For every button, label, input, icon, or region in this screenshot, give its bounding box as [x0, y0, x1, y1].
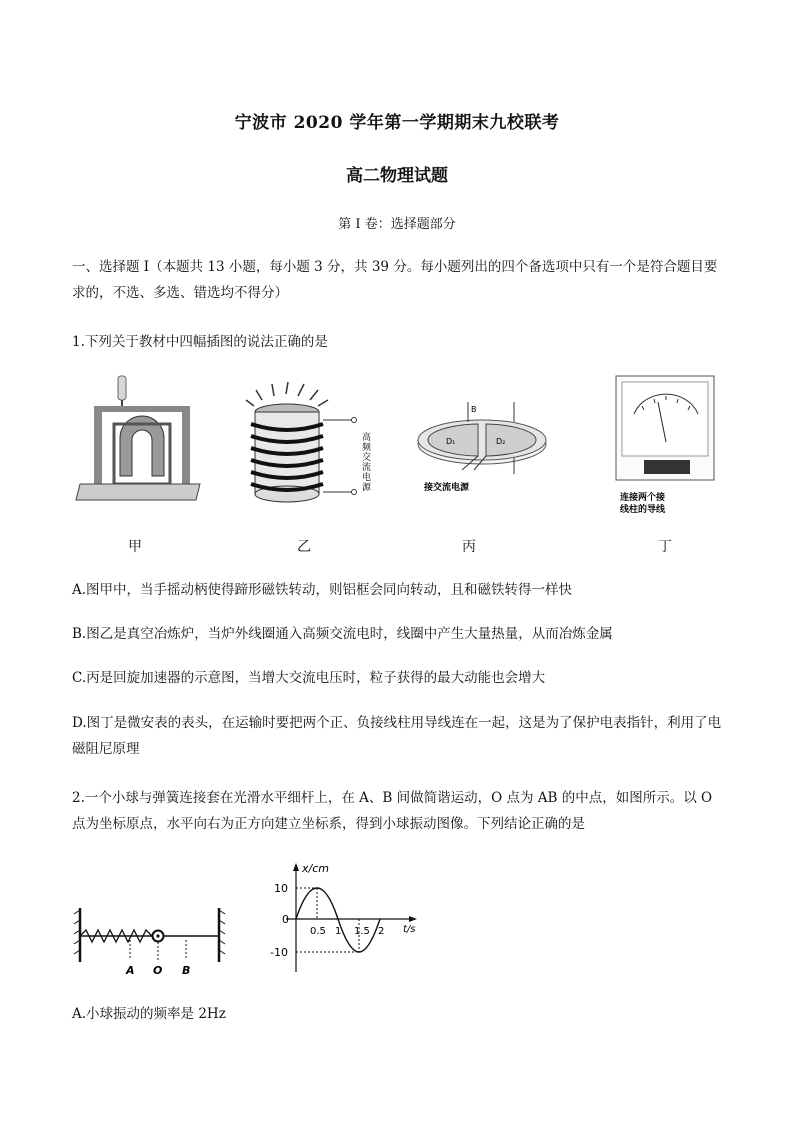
- q1-option-b: B.图乙是真空冶炼炉，当炉外线圈通入高频交流电时，线圈中产生大量热量，从而冶炼金属: [72, 626, 613, 642]
- y-tick-0: 0: [282, 913, 289, 926]
- y-tick-neg10: -10: [270, 946, 288, 959]
- q1-option-c: C.丙是回旋加速器的示意图，当增大交流电压时，粒子获得的最大动能也会增大: [72, 670, 546, 686]
- figure-ding: [614, 374, 718, 516]
- exam-title: 宁波市 2020 学年第一学期期末九校联考: [234, 113, 560, 133]
- exam-subject: 高二物理试题: [346, 166, 448, 186]
- q1-option-d: D.图丁是微安表的表头，在运输时要把两个正、负接线柱用导线连在一起，这是为了保护电表指针，利用了电磁阻尼原理: [72, 715, 722, 757]
- section-instructions: 一、选择题 I（本题共 13 小题，每小题 3 分，共 39 分。每小题列出的四个备选项中只有一个是符合题目要求的，不选、多选、错选均不得分）: [72, 259, 718, 301]
- label-b: B: [182, 964, 191, 977]
- caption-bing: 丙: [462, 539, 476, 555]
- spring-figure: [72, 900, 232, 980]
- caption-jia: 甲: [128, 539, 142, 555]
- graph-xlabel: t/s: [403, 924, 416, 935]
- x-tick-2: 2: [378, 926, 385, 937]
- q1-option-a: A.图甲中，当手摇动柄使得蹄形磁铁转动，则铝框会同向转动，且和磁铁转得一样快: [72, 582, 573, 598]
- figure-jia: [74, 372, 206, 512]
- q2-option-a: A.小球振动的频率是 2Hz: [72, 1006, 226, 1022]
- caption-ding: 丁: [658, 539, 672, 555]
- fig-yi-label: 高频交流电源: [360, 432, 370, 492]
- label-o: O: [153, 964, 163, 977]
- svg-text:D₁: D₁: [446, 437, 456, 446]
- x-tick-15: 1.5: [354, 926, 370, 937]
- svg-text:B: B: [471, 405, 477, 414]
- fig-ding-label-2: 线柱的导线: [620, 505, 666, 515]
- fig-ding-label-1: 连接两个接: [620, 493, 666, 503]
- volume-heading: 第 I 卷：选择题部分: [338, 217, 456, 232]
- y-tick-10: 10: [274, 882, 288, 895]
- caption-yi: 乙: [297, 539, 311, 555]
- label-a: A: [126, 964, 135, 977]
- graph-ylabel: x/cm: [302, 862, 329, 875]
- question-1-stem: 1.下列关于教材中四幅插图的说法正确的是: [72, 334, 328, 350]
- figure-bing: [404, 400, 554, 500]
- svg-text:D₂: D₂: [496, 437, 506, 446]
- fig-bing-label: 接交流电源: [424, 483, 470, 493]
- x-tick-05: 0.5: [310, 926, 326, 937]
- question-2-stem: 2.一个小球与弹簧连接套在光滑水平细杆上，在 A、B 间做简谐运动，O 点为 AB 的中点，如图所示。以 O 点为坐标原点，水平向右为正方向建立坐标系，得到小球振动图像。下列结论正确的是: [72, 790, 713, 832]
- figure-yi: [232, 380, 382, 510]
- vibration-graph: [262, 860, 422, 978]
- x-tick-1: 1: [335, 926, 342, 937]
